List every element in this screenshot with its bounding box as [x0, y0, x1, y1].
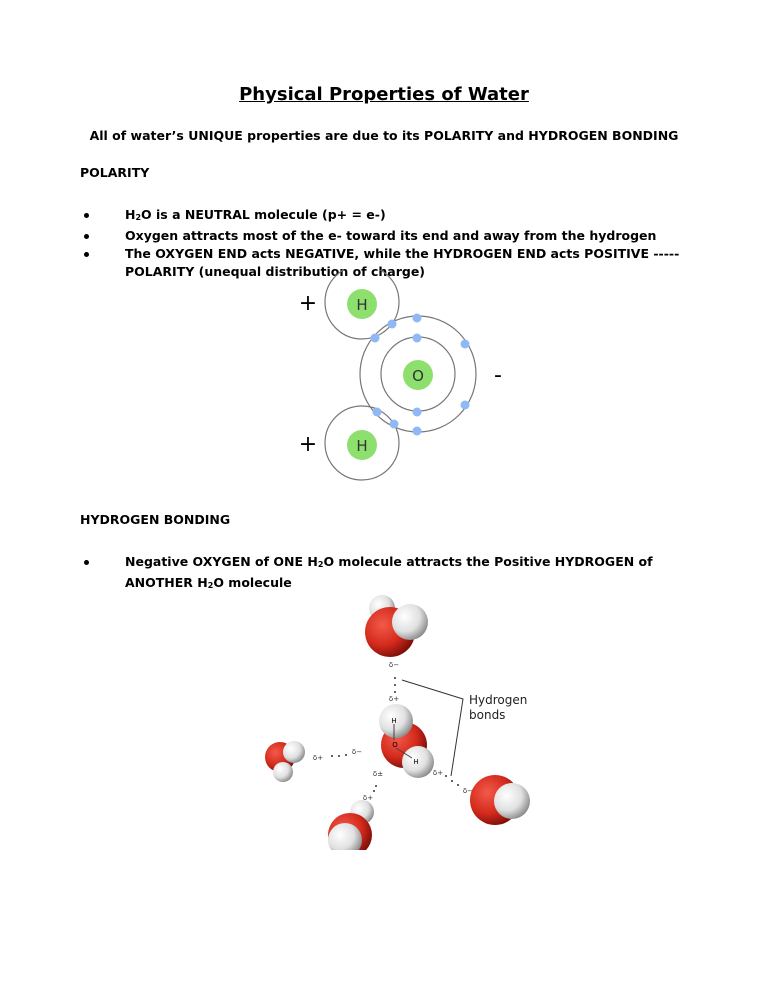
oxygen-label: O	[412, 367, 424, 385]
water-molecule-left	[265, 741, 305, 782]
text: O molecule	[213, 575, 292, 590]
hydrogen-bonds-label: Hydrogen	[469, 693, 528, 707]
subtitle: All of water’s UNIQUE properties are due to its POLARITY and HYDROGEN BONDING	[89, 128, 679, 143]
water-molecule-center	[379, 704, 434, 778]
partial-charge-label: δ−	[462, 787, 474, 795]
bullet-icon	[84, 213, 89, 218]
bullet-icon	[84, 234, 89, 239]
atom-label: H	[391, 717, 397, 725]
hydrogen-bonds-figure	[250, 590, 560, 850]
water-molecule-right	[470, 775, 530, 825]
text: Oxygen attracts most of the e- toward its end and away from the hydrogen	[125, 228, 657, 243]
text: The OXYGEN END acts NEGATIVE, while the HYDROGEN END acts POSITIVE ----- POLARITY (unequal distribution of charge)	[125, 246, 680, 279]
subscript: 2	[317, 560, 324, 569]
hydrogen-bonding-heading: HYDROGEN BONDING	[80, 512, 231, 527]
page-title: Physical Properties of Water	[239, 84, 529, 105]
hydrogen-bonding-list	[80, 553, 700, 595]
hydrogen-bonds-label: bonds	[469, 708, 506, 722]
partial-charge-label: δ+	[312, 754, 324, 762]
partial-charge-label: δ−	[388, 661, 400, 669]
subscript: 2	[207, 581, 214, 590]
water-molecule-bottom	[328, 800, 374, 850]
partial-charge-label: δ+	[432, 769, 444, 777]
hydrogen-label: H	[356, 296, 368, 314]
text: O is a NEUTRAL molecule (p+ = e-)	[141, 207, 386, 222]
partial-charge-label: δ−	[351, 748, 363, 756]
bullet-icon	[84, 252, 89, 257]
partial-charge-label: δ±	[372, 770, 384, 778]
list-item	[80, 227, 700, 245]
water-molecule-diagram	[290, 270, 550, 490]
positive-sign: +	[298, 291, 318, 316]
positive-sign: +	[298, 432, 318, 457]
text: H	[125, 207, 136, 222]
partial-charge-label: δ+	[388, 695, 400, 703]
hydrogen-label: H	[356, 437, 368, 455]
atom-label: O	[392, 741, 398, 749]
subscript: 2	[135, 213, 142, 222]
bullet-icon	[84, 560, 89, 565]
water-molecule-top	[365, 595, 428, 657]
list-item	[80, 553, 665, 595]
text: O molecule attracts the Positive HYDROGEN of ANOTHER H	[125, 554, 653, 590]
partial-charge-label: δ+	[362, 794, 374, 802]
negative-sign: -	[494, 363, 502, 388]
text: Negative OXYGEN of ONE H	[125, 554, 318, 569]
atom-label: H	[413, 758, 419, 766]
list-item	[80, 206, 700, 227]
polarity-heading: POLARITY	[80, 165, 150, 180]
